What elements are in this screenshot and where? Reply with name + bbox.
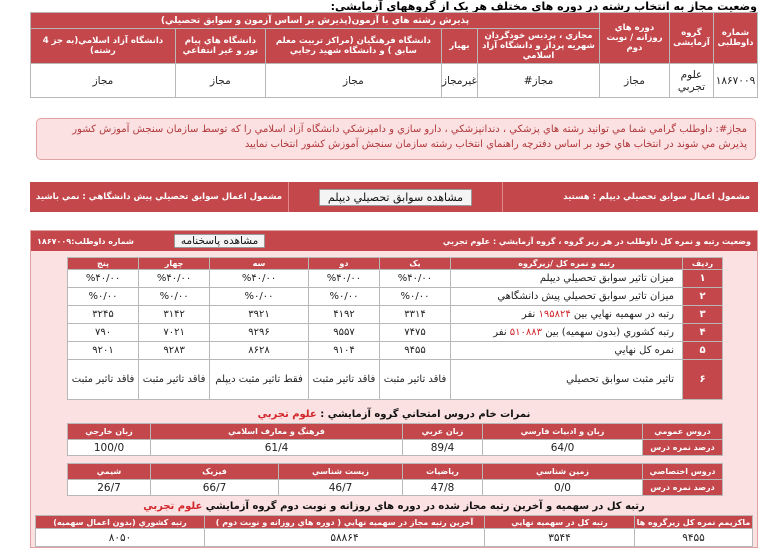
cell-sub2: ۴۱۹۲ [308,306,379,324]
header-farhangian: دانشگاه فرهنگيان (مراكز تربيت معلم سابق ) و دانشگاه شهيد رجايي [265,29,441,64]
summary-id-label: شماره داوطلب: [71,236,134,246]
row-number: ۲ [683,288,723,306]
rank-header-num: رديف [683,258,723,270]
raw-scores-title-text: نمرات خام دروس امتحاني گروه آزمايشي : [320,409,531,420]
rank-header-title: رتبه و نمره كل /زيرگروه [451,258,683,270]
summary-heading [443,237,751,246]
summary-panel [30,230,758,548]
table-row [68,360,723,400]
table-row [68,324,723,342]
subject-header: رياضيات [403,464,483,480]
subject-header: شيمي [68,464,151,480]
special-label-row: درصد نمره درس [643,480,723,496]
row-title: تاثير مثبت سوابق تحصيلي [451,360,683,400]
rank-header-2: دو [308,258,379,270]
pre-university-status: مشمول اعمال سوابق تحصيلي پيش دانشگاهي : نمي باشيد [35,192,282,202]
rank-header-3: سه [210,258,309,270]
table-row [68,270,723,288]
cell-sub5: %۰/۰۰ [68,288,139,306]
raw-scores-title [31,409,757,420]
subject-header: فيزيک [151,464,279,480]
general-label-row: درصد نمره درس [643,440,723,456]
subject-score: 64/0 [483,440,643,456]
cell-sub3: %۴۰/۰۰ [210,270,309,288]
cell-payam: مجاز [175,64,265,98]
status-table [30,12,758,98]
row-number: ۶ [683,360,723,400]
cell-daily: مجاز [600,64,670,98]
row-title: ميزان تاثير سوابق تحصيلي ديپلم [451,270,683,288]
subject-score: 0/0 [483,480,643,496]
rank-header-4: چهار [139,258,210,270]
rank-table [67,257,723,400]
cell-sub4: ۷۰۲۱ [139,324,210,342]
subject-score: 26/7 [68,480,151,496]
cell-sub1: %۴۰/۰۰ [379,270,450,288]
row-title-suffix: نفر [493,327,507,338]
cell-sub2: %۴۰/۰۰ [308,270,379,288]
final-header: رتبه كشوري (بدون اعمال سهميه) [36,516,205,529]
row-title-prefix: رتبه در سهميه نهايي بين [573,309,674,320]
cell-sub5: ۹۲۰۱ [68,342,139,360]
cell-sub3: ۸۶۲۸ [210,342,309,360]
summary-left [37,234,265,248]
cell-sub4: ۹۲۸۳ [139,342,210,360]
cell-sub3: ۹۲۹۶ [210,324,309,342]
header-daily: دوره هاي روزانه / نوبت دوم [600,13,670,64]
cell-sub1: فاقد تاثير مثبت [379,360,450,400]
raw-scores-group: علوم تجربي [257,409,317,420]
header-top-span: پذيرش رشته هاي با آزمون(پذيرش بر اساس آزمون و سوابق تحصيلي) [31,13,600,29]
cell-sub4: %۴۰/۰۰ [139,270,210,288]
subject-score: 89/4 [403,440,483,456]
cell-sub1: ۷۴۷۵ [379,324,450,342]
cell-campus: مجاز# [478,64,600,98]
subject-score: 61/4 [151,440,403,456]
records-band [30,182,758,212]
cell-sub5: فاقد تاثير مثبت [68,360,139,400]
cell-sub3: فقط تاثير مثبت ديپلم [210,360,309,400]
cell-sub5: ۳۲۴۵ [68,306,139,324]
subject-score: 47/8 [403,480,483,496]
summary-header [31,231,757,251]
cell-sub1: ۳۳۱۴ [379,306,450,324]
final-ranks-group: علوم تجربي [143,501,203,512]
header-group: گروه آزمایشی [670,13,714,64]
rank-header-1: يک [379,258,450,270]
cell-sub5: %۴۰/۰۰ [68,270,139,288]
final-value: ۵۸۸۶۴ [205,529,485,547]
subject-score: 46/7 [279,480,403,496]
cell-sub5: ۷۹۰ [68,324,139,342]
table-row [68,342,723,360]
page-title: وضعیت مجاز به انتخاب رشته در دوره هاي مختلف هر يک از گروههاي آزمايشي: [330,0,757,13]
row-title: ميزان تاثير سوابق تحصيلي پيش دانشگاهي [451,288,683,306]
row-title [451,306,683,324]
general-subjects-table [67,423,723,456]
row-title-suffix: نفر [521,309,536,320]
row-number: ۳ [683,306,723,324]
cell-azad: مجاز [31,64,176,98]
cell-sub4: ۳۱۴۲ [139,306,210,324]
subject-header: زيست شناسي [279,464,403,480]
cell-farhangian: مجاز [265,64,441,98]
row-number: ۴ [683,324,723,342]
row-number: ۱ [683,270,723,288]
subject-score: 66/7 [151,480,279,496]
final-ranks-title-text: رتبه كل در سهميه و آخرين رتبه مجاز شده در دوره هاي روزانه و نوبت دوم گروه آزمايشي [205,501,645,512]
final-header: ماكزيمم نمره كل زيرگروه ها [635,516,753,529]
cell-bahar: غيرمجاز [441,64,477,98]
row-title [451,324,683,342]
subject-header: زمين شناسي [483,464,643,480]
header-bahar: بهیار [441,29,477,64]
final-header: رتبه كل در سهميه نهايي [485,516,635,529]
final-value: ۸۰۵۰ [36,529,205,547]
subject-header: زبان خارجي [68,424,151,440]
header-campus: مجازي ، پرديس خودگردان شهريه پرداز و دانشگاه آزاد اسلامي [478,29,600,64]
table-row [68,288,723,306]
diploma-button-cell [288,182,502,212]
cell-sub4: فاقد تاثير مثبت [139,360,210,400]
cell-sub2: فاقد تاثير مثبت [308,360,379,400]
special-subjects-table [67,463,723,496]
summary-id-value: ۱۸۶۷۰۰۹ [37,236,72,246]
header-azad: دانشگاه آزاد اسلامي(به جز 4 رشته) [31,29,176,64]
cell-sub3: %۰/۰۰ [210,288,309,306]
rank-header-5: پنج [68,258,139,270]
general-label-head: دروس عمومي [643,424,723,440]
diploma-status: مشمول اعمال سوابق تحصيلي ديپلم : هستيد [502,182,758,212]
header-id: شماره داوطلبی [714,13,758,64]
table-row [68,306,723,324]
row-title: نمره كل نهايي [451,342,683,360]
row-title-prefix: رتبه كشوري (بدون سهميه) بين [545,327,674,338]
subject-header: زبان عربي [403,424,483,440]
special-label-head: دروس اختصاصي [643,464,723,480]
cell-sub1: %۰/۰۰ [379,288,450,306]
subject-header: فرهنگ و معارف اسلامي [151,424,403,440]
final-header: آخرين رتبه مجاز در سهميه نهايي ( دوره هاي روزانه و نوبت دوم ) [205,516,485,529]
subject-header: زبان و ادبيات فارسي [483,424,643,440]
view-answer-sheet-button[interactable]: مشاهده پاسخنامه [174,234,265,248]
view-diploma-records-button[interactable]: مشاهده سوابق تحصيلي ديپلم [319,189,472,206]
header-payam: دانشگاه هاي پيام نور و غير انتفاعي [175,29,265,64]
summary-heading-text: وضعيت رتبه و نمره كل داوطلب در هر زير گروه ، گروه آزمايشي : [492,236,751,246]
cell-sub3: ۳۹۲۱ [210,306,309,324]
cell-group: علوم تجربي [670,64,714,98]
cell-sub1: ۹۴۵۵ [379,342,450,360]
summary-group-name: علوم تجربي [442,236,491,246]
row-title-count: ۵۱۰۸۸۳ [509,327,543,338]
final-value: ۳۵۴۴ [485,529,635,547]
final-ranks-title [31,501,757,512]
row-title-count: ۱۹۵۸۲۴ [538,309,571,320]
cell-sub2: ۹۵۵۷ [308,324,379,342]
info-message: مجاز#: داوطلب گرامي شما مي توانيد رشته هاي پزشكي ، دندانپزشكي ، دارو سازي و دامپزشكي دانشگاه آزاد اسلامي را كه توسط سازمان سنجش آموزش كشور پذيرش مي شوند در انتخاب هاي خود بر اساس دفترچه راهنماي انتخاب رشته سازمان سنجش آموزش كشور انتخاب نماييد [36,118,756,160]
cell-sub2: %۰/۰۰ [308,288,379,306]
cell-sub4: %۰/۰۰ [139,288,210,306]
final-ranks-table [35,515,753,547]
row-number: ۵ [683,342,723,360]
final-value: ۹۴۵۵ [635,529,753,547]
cell-id: ۱۸۶۷۰۰۹ [714,64,758,98]
subject-score: 100/0 [68,440,151,456]
cell-sub2: ۹۱۰۴ [308,342,379,360]
